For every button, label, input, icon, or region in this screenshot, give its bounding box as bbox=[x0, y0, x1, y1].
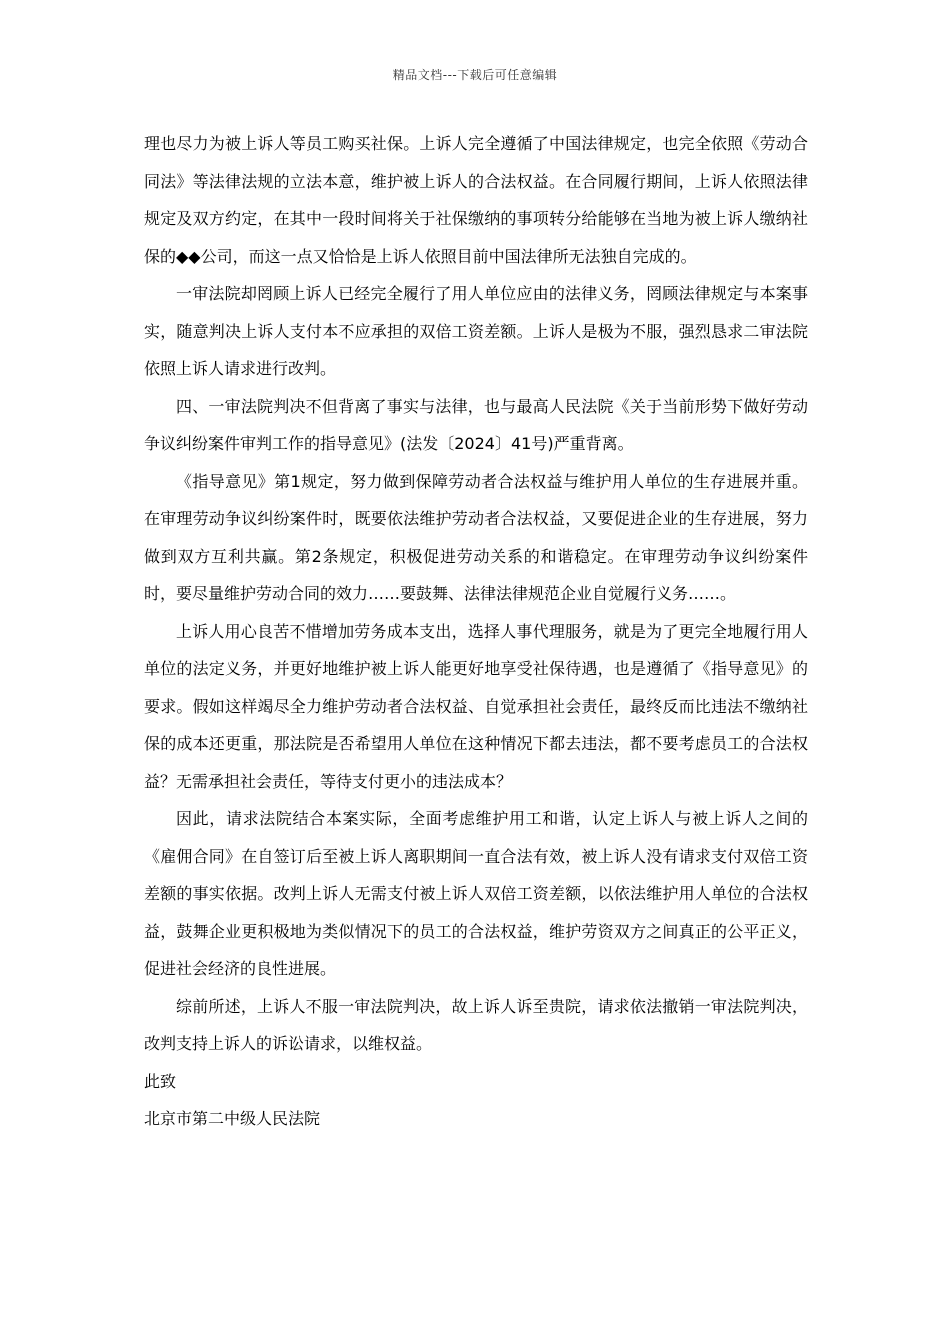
paragraph-4: 《指导意见》第1规定，努力做到保障劳动者合法权益与维护用人单位的生存进展并重。在审理劳动争议纠纷案件时，既要依法维护劳动者合法权益，又要促进企业的生存进展，努力做到双方互利共赢。第2条规定，积极促进劳动关系的和谐稳定。在审理劳动争议纠纷案件时，要尽量维护劳动合同的效力……要鼓舞、法律法律规范企业自觉履行义务……。 bbox=[144, 471, 808, 603]
paragraph-7: 综前所述，上诉人不服一审法院判决，故上诉人诉至贵院，请求依法撤销一审法院判决，改判支持上诉人的诉讼请求，以维权益。 bbox=[144, 996, 808, 1053]
document-body bbox=[144, 125, 808, 1138]
paragraph-6: 因此，请求法院结合本案实际，全面考虑维护用工和谐，认定上诉人与被上诉人之间的《雇佣合同》在自签订后至被上诉人离职期间一直合法有效，被上诉人没有请求支付双倍工资差额的事实依据。改判上诉人无需支付被上诉人双倍工资差额，以依法维护用人单位的合法权益，鼓舞企业更积极地为类似情况下的员工的合法权益，维护劳资双方之间真正的公平正义，促进社会经济的良性进展。 bbox=[144, 809, 808, 978]
closing-line: 此致 bbox=[144, 1071, 177, 1091]
paragraph-3: 四、一审法院判决不但背离了事实与法律，也与最高人民法院《关于当前形势下做好劳动争议纠纷案件审判工作的指导意见》(法发〔2024〕41号)严重背离。 bbox=[144, 396, 808, 453]
paragraph-2: 一审法院却罔顾上诉人已经完全履行了用人单位应由的法律义务，罔顾法律规定与本案事实，随意判决上诉人支付本不应承担的双倍工资差额。上诉人是极为不服，强烈恳求二审法院依照上诉人请求进行改判。 bbox=[144, 284, 808, 378]
paragraph-1: 理也尽力为被上诉人等员工购买社保。上诉人完全遵循了中国法律规定，也完全依照《劳动合同法》等法律法规的立法本意，维护被上诉人的合法权益。在合同履行期间，上诉人依照法律规定及双方约定，在其中一段时间将关于社保缴纳的事项转分给能够在当地为被上诉人缴纳社保的◆◆公司，而这一点又恰恰是上诉人依照目前中国法律所无法独自完成的。 bbox=[144, 134, 808, 266]
court-name: 北京市第二中级人民法院 bbox=[144, 1109, 321, 1128]
page-header: 精品文档---下载后可任意编辑 bbox=[392, 68, 558, 82]
paragraph-5: 上诉人用心良苦不惜增加劳务成本支出，选择人事代理服务，就是为了更完全地履行用人单位的法定义务，并更好地维护被上诉人能更好地享受社保待遇，也是遵循了《指导意见》的要求。假如这样竭尽全力维护劳动者合法权益、自觉承担社会责任，最终反而比违法不缴纳社保的成本还更重，那法院是否希望用人单位在这种情况下都去违法，都不要考虑员工的合法权益？无需承担社会责任，等待支付更小的违法成本？ bbox=[144, 621, 808, 791]
